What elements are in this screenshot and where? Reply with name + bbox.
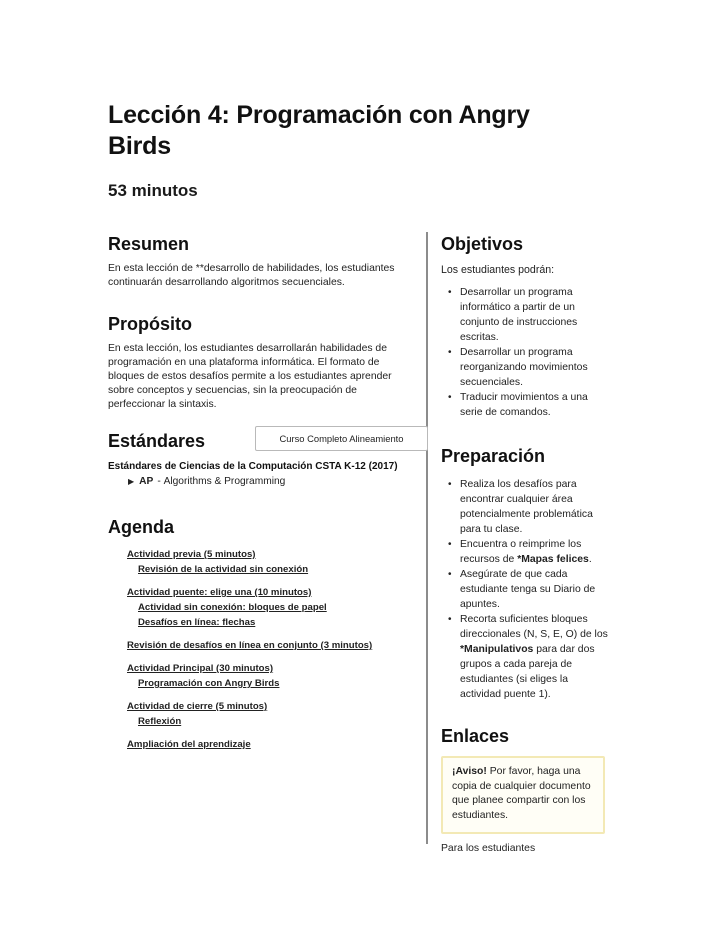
preparation-text: Realiza los desafíos para encontrar cualquier área potencialmente problemática para tu clase. (460, 479, 593, 535)
summary-section (108, 232, 413, 290)
agenda-section (108, 515, 413, 752)
agenda-link-extended-learning[interactable]: Ampliación del aprendizaje (127, 739, 251, 750)
lesson-duration: 53 minutos (108, 181, 198, 200)
preparation-text: para dar dos grupos a cada pareja de estudiantes (si eliges la actividad puente 1). (460, 644, 595, 700)
left-column (108, 232, 413, 760)
objectives-heading: Objetivos (441, 234, 524, 254)
objectives-list (441, 285, 611, 420)
agenda-link-online-review[interactable]: Revisión de desafíos en línea en conjunto (3 minutos) (127, 640, 373, 651)
agenda-link-bridging-activity[interactable]: Actividad puente: elige una (10 minutos) (127, 587, 312, 598)
standard-code: AP (139, 476, 154, 487)
standards-header (108, 426, 413, 453)
standards-framework: Estándares de Ciencias de la Computación CSTA K-12 (2017) (108, 461, 398, 472)
resource-link-manipulatives[interactable]: *Manipulativos (460, 644, 534, 655)
objective-item: • Desarrollar un programa informático a partir de un conjunto de instrucciones escritas. (448, 285, 611, 345)
agenda-group (127, 547, 413, 577)
preparation-text: Encuentra o reimprime los recursos de (460, 539, 582, 565)
summary-heading: Resumen (108, 234, 190, 254)
agenda-link-warmup[interactable]: Actividad previa (5 minutos) (127, 549, 256, 560)
preparation-text: . (588, 554, 592, 565)
summary-text: En esta lección de **desarrollo de habilidades, los estudiantes continuarán desarrollando algoritmos secuenciales. (108, 263, 395, 288)
warning-text: Por favor, haga una copia de cualquier documento que planee compartir con los estudiantes. (452, 766, 591, 821)
standards-heading: Estándares (108, 431, 206, 451)
preparation-item (448, 567, 611, 612)
preparation-item (448, 477, 611, 537)
page-title: Lección 4: Programación con Angry Birds (108, 101, 530, 160)
agenda-heading: Agenda (108, 517, 175, 537)
expand-triangle-icon[interactable]: ▶ (128, 477, 135, 486)
full-course-alignment-button[interactable]: Curso Completo Alineamiento (255, 426, 428, 451)
objectives-intro: Los estudiantes podrán: (441, 264, 555, 276)
agenda-link-wrap-up[interactable]: Actividad de cierre (5 minutos) (127, 701, 268, 712)
agenda-group (127, 737, 413, 752)
agenda-link-paper-blocks[interactable]: Actividad sin conexión: bloques de papel (138, 602, 327, 613)
agenda-list (108, 547, 413, 752)
agenda-link-reflection[interactable]: Reflexión (138, 716, 182, 727)
objectives-section (441, 232, 611, 420)
links-section (441, 724, 611, 854)
standards-section (108, 426, 413, 487)
agenda-link-online-arrows[interactable]: Desafíos en línea: flechas (138, 617, 256, 628)
objective-item: • Traducir movimientos a una serie de comandos. (448, 390, 611, 420)
agenda-link-unplugged-review[interactable]: Revisión de la actividad sin conexión (138, 564, 309, 575)
preparation-list (441, 477, 611, 702)
standard-separator: - (157, 476, 161, 487)
agenda-link-angry-birds[interactable]: Programación con Angry Birds (138, 678, 280, 689)
standard-item-ap[interactable] (108, 476, 413, 487)
agenda-group (127, 638, 413, 653)
warning-notice (441, 756, 605, 834)
links-heading: Enlaces (441, 726, 510, 746)
preparation-text: Recorta suficientes bloques direccionales (N, S, E, O) de los (460, 614, 608, 640)
agenda-link-main-activity[interactable]: Actividad Principal (30 minutos) (127, 663, 274, 674)
purpose-text: En esta lección, los estudiantes desarrollarán habilidades de programación en una plataforma informática. El formato de bloques de estos desafíos permite a los estudiantes aprender sobre conceptos y secuencias, sin la preocupación de perfeccionar la sintaxis. (108, 343, 392, 410)
purpose-heading: Propósito (108, 314, 192, 334)
objective-item: • Desarrollar un programa reorganizando movimientos secuenciales. (448, 345, 611, 390)
right-column (441, 232, 611, 854)
agenda-group (127, 585, 413, 630)
column-divider (426, 232, 428, 844)
preparation-text: Asegúrate de que cada estudiante tenga su Diario de apuntes. (460, 569, 596, 610)
agenda-group (127, 699, 413, 729)
students-links-label: Para los estudiantes (441, 843, 536, 854)
purpose-section (108, 312, 413, 412)
resource-link-happy-maps[interactable]: *Mapas felices (517, 554, 589, 565)
preparation-section (441, 444, 611, 702)
preparation-item (448, 537, 611, 567)
warning-label: ¡Aviso! (452, 766, 487, 777)
preparation-heading: Preparación (441, 446, 546, 466)
agenda-group (127, 661, 413, 691)
standard-label: Algorithms & Programming (163, 476, 286, 487)
preparation-item (448, 612, 611, 702)
